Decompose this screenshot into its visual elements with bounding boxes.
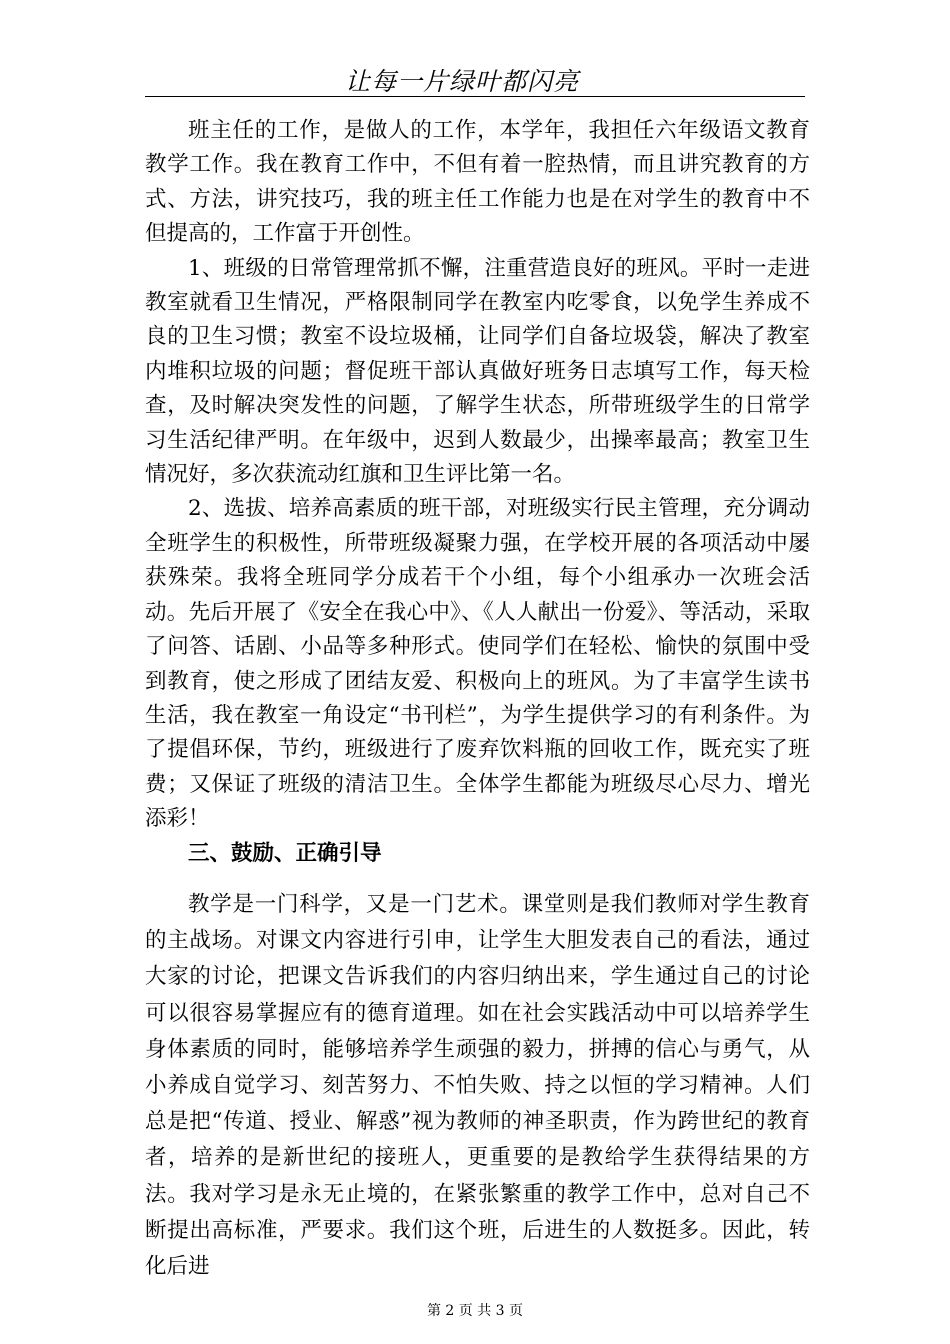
section-heading: 三、鼓励、正确引导: [188, 840, 382, 866]
paragraph-class-management: 1、班级的日常管理常抓不懈，注重营造良好的班风。平时一走进教室就看卫生情况，严格限制同学在教室内吃零食，以免学生养成不良的卫生习惯；教室不设垃圾桶，让同学们自备垃圾袋，解决了教室内堆积垃圾的问题；督促班干部认真做好班务日志填写工作，每天检查，及时解决突发性的问题，了解学生状态，所带班级学生的日常学习生活纪律严明。在年级中，迟到人数最少，出操率最高；教室卫生情况好，多次获流动红旗和卫生评比第一名。: [145, 255, 810, 488]
paragraph-gap: [145, 871, 810, 887]
document-body: [145, 114, 810, 1285]
paragraph-intro: 班主任的工作，是做人的工作，本学年，我担任六年级语文教育教学工作。我在教育工作中，不但有着一腔热情，而且讲究教育的方式、方法，讲究技巧，我的班主任工作能力也是在对学生的教育中不但提高的，工作富于开创性。: [145, 118, 810, 247]
header-title: 让每一片绿叶都闪亮: [345, 67, 580, 96]
paragraph-teaching: 教学是一门科学，又是一门艺术。课堂则是我们教师对学生教育的主战场。对课文内容进行引申，让学生大胆发表自己的看法，通过大家的讨论，把课文告诉我们的内容归纳出来，学生通过自己的讨论可以很容易掌握应有的德育道理。如在社会实践活动中可以培养学生身体素质的同时，能够培养学生顽强的毅力，拼搏的信心与勇气，从小养成自觉学习、刻苦努力、不怕失败、持之以恒的学习精神。人们总是把“传道、授业、解惑”视为教师的神圣职责，作为跨世纪的教育者，培养的是新世纪的接班人，更重要的是教给学生获得结果的方法。我对学习是永无止境的，在紧张繁重的教学工作中，总对自己不断提出高标准，严要求。我们这个班，后进生的人数挺多。因此，转化后进: [145, 891, 810, 1279]
paragraph-class-cadres: 2、选拔、培养高素质的班干部，对班级实行民主管理，充分调动全班学生的积极性，所带班级凝聚力强，在学校开展的各项活动中屡获殊荣。我将全班同学分成若干个小组，每个小组承办一次班会活动。先后开展了《安全在我心中》、《人人献出一份爱》、等活动，采取了问答、话剧、小品等多种形式。使同学们在轻松、愉快的氛围中受到教育，使之形成了团结友爱、积极向上的班风。为了丰富学生读书生活，我在教室一角设定“书刊栏”，为学生提供学习的有利条件。为了提倡环保，节约，班级进行了废弃饮料瓶的回收工作，既充实了班费；又保证了班级的清洁卫生。全体学生都能为班级尽心尽力、增光添彩！: [145, 496, 810, 832]
page-header: [145, 62, 805, 97]
page-footer: 第 2 页 共 3 页: [426, 1303, 524, 1319]
